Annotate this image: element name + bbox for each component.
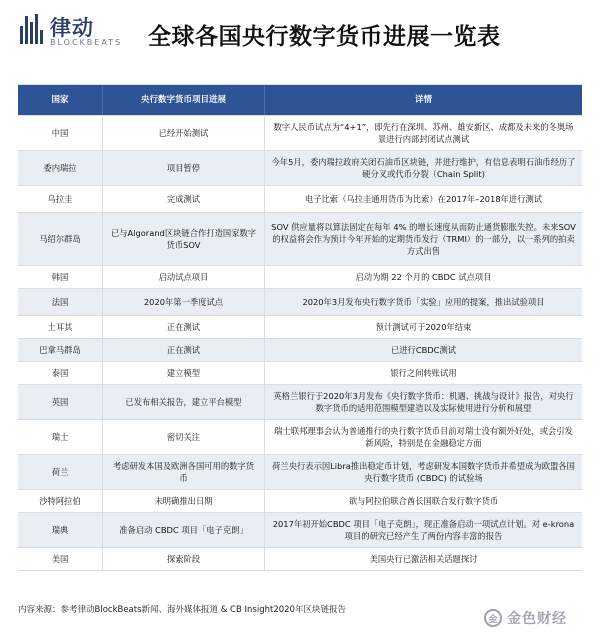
country-cell: 沙特阿拉伯 <box>39 496 81 506</box>
progress-cell: 已发布相关报告，建立平台模型 <box>102 385 264 419</box>
progress-cell: 项目暂停 <box>102 151 264 185</box>
detail-cell: 欲与阿拉伯联合酋长国联合发行数字货币 <box>264 490 582 512</box>
table-row <box>18 455 582 490</box>
table-header-row <box>18 85 582 116</box>
progress-cell: 启动试点项目 <box>102 266 264 288</box>
table-row <box>18 116 582 151</box>
detail-cell: 英格兰银行于2020年3月发布《央行数字货币：机遇、挑战与设计》报告，对央行数字货币的适用范围模型建造以及实际使用进行分析和展望 <box>264 385 582 419</box>
header <box>0 0 600 78</box>
country-cell: 荷兰 <box>51 467 69 477</box>
country-cell: 泰国 <box>51 368 69 378</box>
country-cell: 马绍尔群岛 <box>39 234 81 244</box>
jinse-logo-icon: 金 <box>484 609 502 627</box>
progress-cell: 2020年第一季度试点 <box>102 289 264 315</box>
blockbeats-logo-icon <box>20 14 44 44</box>
detail-cell: 数字人民币试点为“4+1”，即先行在深圳、苏州、雄安新区、成都及未来的冬奥场景进行内部封闭试点测试 <box>264 116 582 150</box>
detail-cell: 美国央行已激活相关话题探讨 <box>264 548 582 570</box>
country-cell: 英国 <box>51 397 69 407</box>
country-cell: 中国 <box>51 128 69 138</box>
country-cell: 韩国 <box>51 272 69 282</box>
column-header-progress: 央行数字货币项目进展 <box>102 85 264 115</box>
progress-cell: 已与Algorand区块链合作打造国家数字货币SOV <box>102 213 264 265</box>
table-row <box>18 151 582 186</box>
progress-cell: 正在测试 <box>102 339 264 361</box>
table-row <box>18 186 582 213</box>
table-row <box>18 490 582 513</box>
progress-cell: 未明确推出日期 <box>102 490 264 512</box>
detail-cell: 荷兰央行表示因Libra推出稳定币计划，考虑研发本国数字货币并希望成为欧盟各国央行数字货币 (CBDC) 的试验场 <box>264 455 582 489</box>
column-header-country: 国家 <box>51 95 69 105</box>
country-cell: 乌拉圭 <box>47 194 73 204</box>
progress-cell: 密切关注 <box>102 420 264 454</box>
brand-name: 律动 <box>50 16 94 40</box>
detail-cell: 启动为期 22 个月的 CBDC 试点项目 <box>264 266 582 288</box>
progress-cell: 考虑研发本国及欧洲各国可用的数字货币 <box>102 455 264 489</box>
source-note: 内容来源：参考律动BlockBeats新闻、海外媒体报道 & CB Insight2020年区块链报告 <box>18 605 346 615</box>
table-row <box>18 266 582 289</box>
cbdc-progress-table <box>18 84 582 571</box>
country-cell: 法国 <box>51 297 69 307</box>
country-cell: 瑞士 <box>51 432 69 442</box>
table-row <box>18 316 582 339</box>
country-cell: 瑞典 <box>51 525 69 535</box>
detail-cell: 已进行CBDC测试 <box>264 339 582 361</box>
country-cell: 委内瑞拉 <box>43 163 77 173</box>
table-row <box>18 213 582 266</box>
table-row <box>18 513 582 548</box>
progress-cell: 正在测试 <box>102 316 264 338</box>
table-row <box>18 420 582 455</box>
table-row <box>18 339 582 362</box>
country-cell: 土耳其 <box>47 322 73 332</box>
detail-cell: 预计测试可于2020年结束 <box>264 316 582 338</box>
detail-cell: SOV 供应量将以算法固定在每年 4% 的增长速度从而防止通货膨胀失控。未来SOV的权益将会作为预计今年开始的定期货币发行（TRMI）的一部分，以一系列的拍卖方式出售 <box>264 213 582 265</box>
brand-subtitle: BLOCKBEATS <box>50 38 123 47</box>
detail-cell: 银行之间转账试用 <box>264 362 582 384</box>
watermark <box>484 608 567 628</box>
progress-cell: 已经开始测试 <box>102 116 264 150</box>
detail-cell: 电子比索（乌拉圭通用货币为比索）在2017年–2018年进行测试 <box>264 186 582 212</box>
detail-cell: 2017年初开始CBDC 项目「电子克朗」，现正准备启动一项试点计划。对 e-krona 项目的研究已经产生了两份内容丰富的报告 <box>264 513 582 547</box>
progress-cell: 完成测试 <box>102 186 264 212</box>
country-cell: 美国 <box>51 554 69 564</box>
column-header-detail: 详情 <box>264 85 582 115</box>
table-row <box>18 548 582 571</box>
watermark-text: 金色财经 <box>507 611 567 627</box>
progress-cell: 探索阶段 <box>102 548 264 570</box>
detail-cell: 2020年3月发布央行数字货币「实验」应用的提案，推出试验项目 <box>264 289 582 315</box>
table-row <box>18 362 582 385</box>
country-cell: 巴拿马群岛 <box>39 345 81 355</box>
table-row <box>18 289 582 316</box>
page-title: 全球各国央行数字货币进展一览表 <box>148 24 501 50</box>
progress-cell: 建立模型 <box>102 362 264 384</box>
table-row <box>18 385 582 420</box>
detail-cell: 瑞士联邦理事会认为普通推行的央行数字货币目前对瑞士没有额外好处，或会引发新风险，特别是在金融稳定方面 <box>264 420 582 454</box>
progress-cell: 准备启动 CBDC 项目「电子克朗」 <box>102 513 264 547</box>
detail-cell: 今年5月，委内瑞拉政府关闭石油币区块链，并进行维护，有信息表明石油币经历了硬分叉或代币分裂（Chain Split) <box>264 151 582 185</box>
